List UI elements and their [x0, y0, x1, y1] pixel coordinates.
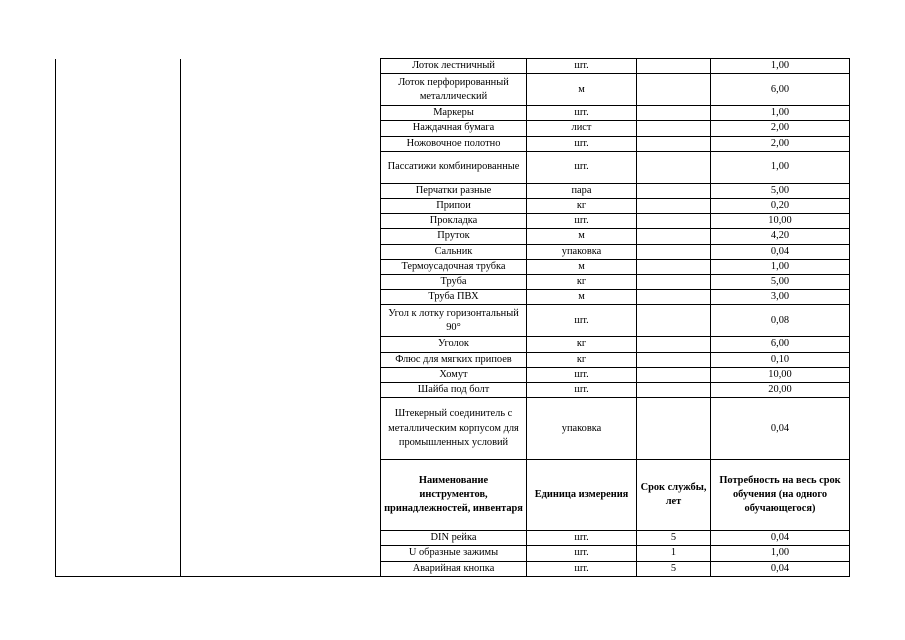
item-service-life — [637, 398, 711, 460]
item-name: Сальник — [381, 244, 527, 259]
materials-table — [55, 58, 850, 577]
item-service-life — [637, 74, 711, 106]
item-unit: упаковка — [527, 398, 637, 460]
item-need: 20,00 — [711, 383, 850, 398]
header-unit: Единица измерения — [527, 460, 637, 531]
item-name: Труба — [381, 275, 527, 290]
item-name: Припои — [381, 199, 527, 214]
blank-cell-left — [56, 59, 181, 577]
item-need: 0,04 — [711, 244, 850, 259]
item-need: 0,20 — [711, 199, 850, 214]
item-service-life — [637, 59, 711, 74]
item-name: Труба ПВХ — [381, 290, 527, 305]
item-name: DIN рейка — [381, 531, 527, 546]
table-body — [56, 59, 850, 577]
item-unit: шт. — [527, 531, 637, 546]
item-need: 5,00 — [711, 183, 850, 198]
item-need: 4,20 — [711, 229, 850, 244]
item-name: Ножовочное полотно — [381, 136, 527, 151]
item-unit: шт. — [527, 546, 637, 561]
item-service-life — [637, 151, 711, 183]
item-need: 1,00 — [711, 259, 850, 274]
item-service-life — [637, 383, 711, 398]
item-name: Пруток — [381, 229, 527, 244]
item-service-life — [637, 229, 711, 244]
item-service-life — [637, 199, 711, 214]
item-unit: шт. — [527, 59, 637, 74]
item-need: 6,00 — [711, 337, 850, 352]
item-unit: м — [527, 259, 637, 274]
item-unit: шт. — [527, 561, 637, 576]
item-need: 10,00 — [711, 214, 850, 229]
item-unit: пара — [527, 183, 637, 198]
item-name: Штекерный соединитель с металлическим корпусом для промышленных условий — [381, 398, 527, 460]
item-unit: упаковка — [527, 244, 637, 259]
item-name: Лоток перфорированный металлический — [381, 74, 527, 106]
item-need: 2,00 — [711, 121, 850, 136]
item-name: Наждачная бумага — [381, 121, 527, 136]
item-service-life: 5 — [637, 531, 711, 546]
item-unit: шт. — [527, 305, 637, 337]
header-need: Потребность на весь срок обучения (на одного обучающегося) — [711, 460, 850, 531]
item-service-life — [637, 214, 711, 229]
item-service-life — [637, 290, 711, 305]
header-name: Наименование инструментов, принадлежностей, инвентаря — [381, 460, 527, 531]
item-need: 0,04 — [711, 398, 850, 460]
item-service-life — [637, 337, 711, 352]
item-need: 3,00 — [711, 290, 850, 305]
item-need: 6,00 — [711, 74, 850, 106]
item-service-life — [637, 275, 711, 290]
item-name: Прокладка — [381, 214, 527, 229]
item-service-life — [637, 244, 711, 259]
item-service-life — [637, 352, 711, 367]
table-row — [56, 59, 850, 74]
item-unit: шт. — [527, 214, 637, 229]
item-need: 2,00 — [711, 136, 850, 151]
item-unit: м — [527, 74, 637, 106]
item-unit: шт. — [527, 151, 637, 183]
item-service-life: 5 — [637, 561, 711, 576]
item-unit: шт. — [527, 106, 637, 121]
item-service-life — [637, 121, 711, 136]
item-need: 1,00 — [711, 106, 850, 121]
item-unit: кг — [527, 199, 637, 214]
item-need: 5,00 — [711, 275, 850, 290]
item-name: Аварийная кнопка — [381, 561, 527, 576]
item-name: Лоток лестничный — [381, 59, 527, 74]
item-name: Перчатки разные — [381, 183, 527, 198]
item-name: Шайба под болт — [381, 383, 527, 398]
item-need: 1,00 — [711, 59, 850, 74]
item-name: Маркеры — [381, 106, 527, 121]
item-service-life — [637, 259, 711, 274]
blank-cell-middle — [181, 59, 381, 577]
item-name: Пассатижи комбинированные — [381, 151, 527, 183]
item-unit: кг — [527, 275, 637, 290]
item-name: Флюс для мягких припоев — [381, 352, 527, 367]
header-term: Срок службы, лет — [637, 460, 711, 531]
item-name: Термоусадочная трубка — [381, 259, 527, 274]
item-need: 1,00 — [711, 546, 850, 561]
item-unit: м — [527, 229, 637, 244]
item-service-life — [637, 367, 711, 382]
item-need: 0,04 — [711, 561, 850, 576]
item-unit: кг — [527, 337, 637, 352]
item-unit: кг — [527, 352, 637, 367]
item-service-life: 1 — [637, 546, 711, 561]
item-need: 1,00 — [711, 151, 850, 183]
item-name: Хомут — [381, 367, 527, 382]
item-need: 0,10 — [711, 352, 850, 367]
item-service-life — [637, 183, 711, 198]
item-need: 0,04 — [711, 531, 850, 546]
item-unit: шт. — [527, 367, 637, 382]
item-need: 10,00 — [711, 367, 850, 382]
item-need: 0,08 — [711, 305, 850, 337]
item-unit: лист — [527, 121, 637, 136]
item-name: Угол к лотку горизонтальный 90° — [381, 305, 527, 337]
item-name: Уголок — [381, 337, 527, 352]
item-service-life — [637, 106, 711, 121]
item-service-life — [637, 305, 711, 337]
item-service-life — [637, 136, 711, 151]
item-unit: м — [527, 290, 637, 305]
item-name: U образные зажимы — [381, 546, 527, 561]
item-unit: шт. — [527, 136, 637, 151]
item-unit: шт. — [527, 383, 637, 398]
